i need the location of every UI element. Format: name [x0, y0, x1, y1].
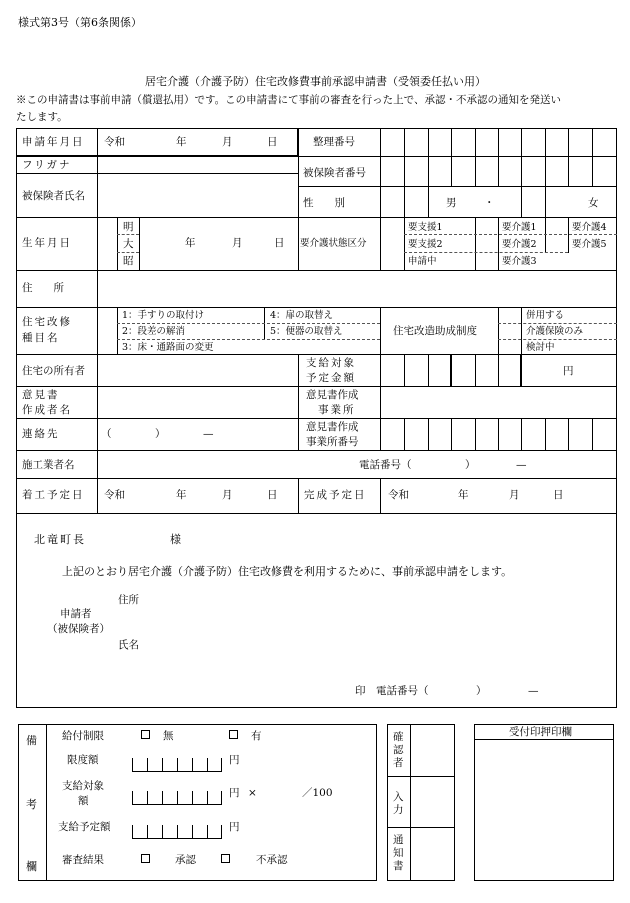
care-kaigo-1[interactable]: 要介護1 — [502, 222, 537, 233]
digit-cell[interactable] — [132, 758, 147, 772]
kaishu-door[interactable]: 4：扉の取替え — [270, 310, 334, 321]
digit-cell[interactable] — [132, 791, 147, 805]
applicant-label-2: （被保険者） — [47, 623, 110, 635]
shikyu-line-2: 予定金額 — [306, 372, 356, 384]
yotei-amount-field[interactable] — [132, 825, 227, 839]
mayor-sama: 様 — [170, 533, 181, 546]
remarks-side-1: 備 — [26, 734, 37, 747]
birth-year: 年 — [185, 237, 196, 249]
taisho-label-1: 支給対象 — [62, 780, 104, 792]
gender-female[interactable]: 女 — [588, 197, 599, 209]
birth-date-label: 生年月日 — [22, 237, 72, 249]
notice-line-1: ※この申請書は事前申請（償還払用）です。この申請書にて事前の審査を行った上で、承認・不承認の通知を発送い — [16, 94, 561, 106]
finish-day: 日 — [553, 489, 564, 501]
contact-label: 連絡先 — [22, 428, 60, 440]
digit-cell[interactable] — [162, 825, 177, 839]
iken-no-2: 事業所番号 — [306, 436, 359, 448]
owner-label: 住宅の所有者 — [22, 365, 85, 377]
furigana-field[interactable] — [98, 157, 297, 173]
iken-line-2: 作成者名 — [22, 404, 72, 416]
owner-field[interactable] — [98, 355, 297, 385]
finish-year: 年 — [458, 489, 469, 501]
input-label: 入力 — [393, 791, 404, 816]
address-field[interactable] — [98, 271, 616, 306]
approve-label: 承認 — [175, 854, 196, 866]
digit-cell[interactable] — [132, 825, 147, 839]
taisho-yen: 円 — [229, 787, 240, 799]
declaration-text: 上記のとおり居宅介護（介護予防）住宅改修費を利用するために、事前承認申請をします。 — [62, 565, 513, 578]
notice-line-2: たします。 — [16, 111, 68, 123]
digit-cell[interactable] — [207, 791, 222, 805]
application-date-label: 申請年月日 — [22, 136, 85, 148]
gendo-yen: 円 — [229, 754, 240, 766]
input-stamp-area[interactable] — [411, 777, 454, 826]
remarks-side-2: 考 — [26, 798, 37, 811]
limit-none: 無 — [163, 730, 174, 742]
gendo-label: 限度額 — [67, 754, 99, 766]
contact-paren-close: ） — [155, 428, 166, 440]
taisho-amount-field[interactable] — [132, 791, 227, 805]
gender-dot: ・ — [484, 197, 495, 209]
care-level-label: 要介護状態区分 — [300, 238, 367, 249]
contractor-phone-dash: — — [516, 459, 527, 471]
digit-cell[interactable] — [192, 825, 207, 839]
seal-label: 印 — [355, 685, 366, 697]
receipt-label: 受付印押印欄 — [509, 726, 572, 738]
digit-cell[interactable] — [147, 825, 162, 839]
applicant-label-1: 申請者 — [60, 608, 92, 620]
gender-label: 性 別 — [303, 197, 345, 209]
result-label: 審査結果 — [62, 854, 104, 866]
taisho-per100: ／100 — [302, 787, 333, 799]
applicant-name-field[interactable] — [145, 635, 345, 655]
application-day: 日 — [267, 136, 278, 148]
limit-yes-checkbox[interactable] — [229, 730, 238, 739]
care-kaigo-2[interactable]: 要介護2 — [502, 239, 537, 250]
kaishu-toilet[interactable]: 5：便器の取替え — [270, 326, 343, 337]
contractor-phone-close: ） — [465, 459, 476, 471]
gender-male[interactable]: 男 — [446, 197, 457, 209]
subsidy-considering[interactable]: 検討中 — [526, 342, 555, 353]
limit-none-checkbox[interactable] — [141, 730, 150, 739]
subsidy-label: 住宅改造助成制度 — [393, 325, 477, 337]
form-title: 居宅介護（介護予防）住宅改修費事前承認申請書（受領委任払い用） — [145, 75, 486, 88]
application-era: 令和 — [104, 136, 125, 148]
kaishu-label-2: 種目名 — [22, 332, 60, 344]
birth-month: 月 — [232, 237, 243, 249]
iken-no-1: 意見書作成 — [306, 421, 359, 433]
birth-day: 日 — [274, 237, 285, 249]
taisho-times: × — [248, 787, 257, 799]
approve-checkbox[interactable] — [141, 854, 150, 863]
finish-era: 令和 — [388, 489, 409, 501]
kaishu-step[interactable]: 2：段差の解消 — [122, 326, 186, 337]
start-era: 令和 — [104, 489, 125, 501]
kakunin-stamp-area[interactable] — [411, 725, 454, 775]
kaishu-floor[interactable]: 3：床・通路面の変更 — [122, 342, 214, 353]
care-kaigo-5[interactable]: 要介護5 — [572, 239, 607, 250]
furigana-label: フリガナ — [22, 159, 72, 171]
application-month: 月 — [222, 136, 233, 148]
digit-cell[interactable] — [207, 758, 222, 772]
digit-cell[interactable] — [207, 825, 222, 839]
finish-month: 月 — [509, 489, 520, 501]
start-month: 月 — [222, 489, 233, 501]
care-shien-2[interactable]: 要支援2 — [408, 239, 443, 250]
insured-name-field[interactable] — [98, 174, 297, 217]
applicant-phone-dash: — — [528, 685, 539, 697]
kaishu-handrail[interactable]: 1：手すりの取付け — [122, 310, 205, 321]
mayor-label: 北竜町長 — [34, 533, 86, 546]
yotei-label: 支給予定額 — [58, 821, 111, 833]
address-label: 住 所 — [22, 282, 64, 294]
tsuchi-label: 通知書 — [393, 834, 404, 872]
insured-name-label: 被保険者氏名 — [22, 190, 85, 202]
taisho-label-2: 額 — [78, 795, 89, 807]
limit-yes: 有 — [251, 730, 262, 742]
iken-office-2: 事業所 — [318, 404, 356, 416]
reject-checkbox[interactable] — [221, 854, 230, 863]
applicant-phone-label: 電話番号（ — [376, 685, 429, 697]
era-taisho[interactable]: 大 — [123, 238, 134, 250]
tsuchi-stamp-area[interactable] — [411, 828, 454, 880]
digit-cell[interactable] — [162, 791, 177, 805]
reject-label: 不承認 — [256, 854, 288, 866]
remarks-side-3: 欄 — [26, 860, 37, 873]
care-kaigo-3[interactable]: 要介護3 — [502, 256, 537, 267]
yotei-yen: 円 — [229, 821, 240, 833]
contractor-label: 施工業者名 — [22, 459, 75, 471]
kaishu-label-1: 住宅改修 — [22, 316, 72, 328]
applicant-address-field[interactable] — [145, 590, 565, 610]
applicant-phone-close: ） — [476, 685, 487, 697]
shikyu-yen: 円 — [563, 365, 574, 377]
start-day: 日 — [267, 489, 278, 501]
contact-dash: — — [203, 428, 214, 440]
care-kaigo-4[interactable]: 要介護4 — [572, 222, 607, 233]
era-showa[interactable]: 昭 — [123, 255, 134, 267]
digit-cell[interactable] — [177, 791, 192, 805]
digit-cell[interactable] — [192, 791, 207, 805]
insured-number-label: 被保険者番号 — [303, 167, 366, 179]
era-meiji[interactable]: 明 — [123, 221, 134, 233]
shikyu-line-1: 支給対象 — [306, 357, 356, 369]
iken-author-field[interactable] — [98, 387, 297, 417]
digit-cell[interactable] — [162, 758, 177, 772]
iken-line-1: 意見書 — [22, 389, 60, 401]
applicant-name-label: 氏名 — [118, 639, 139, 651]
finish-date-label: 完成予定日 — [304, 489, 367, 501]
digit-cell[interactable] — [147, 758, 162, 772]
application-year: 年 — [176, 136, 187, 148]
kakunin-label: 確認者 — [393, 731, 404, 769]
digit-cell[interactable] — [192, 758, 207, 772]
digit-cell[interactable] — [177, 825, 192, 839]
receipt-stamp-area[interactable] — [475, 740, 613, 880]
digit-cell[interactable] — [147, 791, 162, 805]
form-id: 様式第3号（第6条関係） — [18, 16, 142, 29]
start-date-label: 着工予定日 — [22, 489, 85, 501]
digit-cell[interactable] — [177, 758, 192, 772]
care-pending[interactable]: 申請中 — [408, 256, 437, 267]
iken-office-1: 意見書作成 — [306, 389, 359, 401]
start-year: 年 — [176, 489, 187, 501]
gendo-amount-field[interactable] — [132, 758, 227, 772]
applicant-address-label: 住所 — [118, 594, 139, 606]
application-date-field[interactable] — [98, 129, 297, 155]
seiri-number-label: 整理番号 — [313, 136, 355, 148]
limit-label: 給付制限 — [62, 730, 104, 742]
iken-office-field[interactable] — [381, 387, 616, 417]
subsidy-combine[interactable]: 併用する — [526, 310, 565, 321]
contact-paren-open: （ — [101, 428, 112, 440]
care-shien-1[interactable]: 要支援1 — [408, 222, 443, 233]
contractor-field[interactable] — [98, 451, 348, 477]
contractor-phone-label: 電話番号（ — [359, 459, 412, 471]
subsidy-insurance-only[interactable]: 介護保険のみ — [526, 326, 584, 337]
